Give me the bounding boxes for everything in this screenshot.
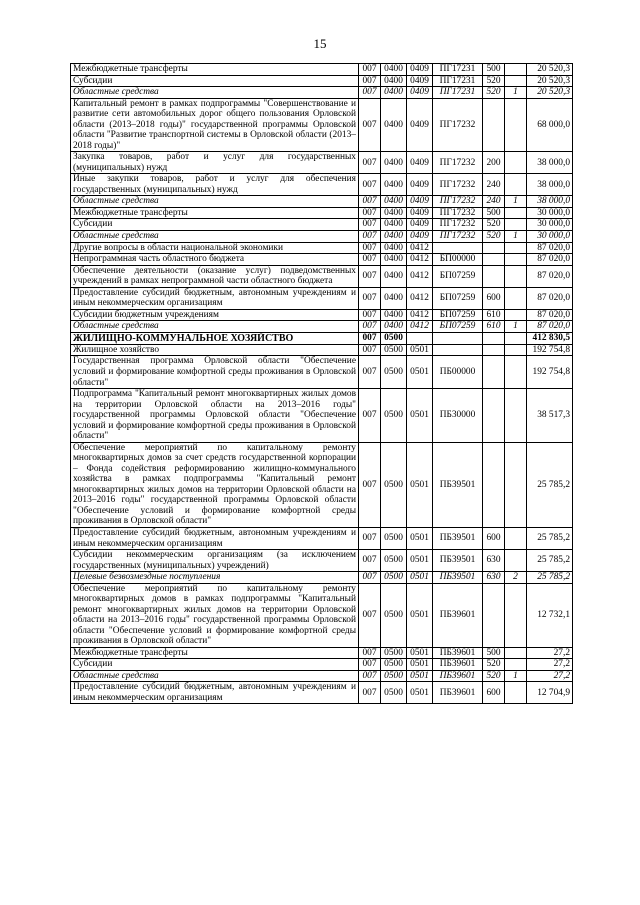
- row-name-cell: Областные средства: [71, 196, 359, 208]
- section-code-cell: 0500: [381, 527, 407, 549]
- subtype-code-cell: [505, 75, 527, 87]
- amount-cell: 38 517,3: [527, 389, 573, 443]
- target-item-code-cell: ПБ39601: [433, 583, 483, 647]
- row-name-cell: Жилищное хозяйство: [71, 344, 359, 356]
- section-code-cell: 0400: [381, 309, 407, 321]
- amount-cell: 412 830,5: [527, 332, 573, 344]
- expense-type-code-cell: 600: [483, 682, 505, 704]
- expense-type-code-cell: 520: [483, 219, 505, 231]
- amount-cell: 27,2: [527, 659, 573, 671]
- target-item-code-cell: [433, 332, 483, 344]
- subsection-code-cell: 0409: [407, 152, 433, 174]
- expense-type-code-cell: [483, 98, 505, 152]
- target-item-code-cell: ПГ17232: [433, 152, 483, 174]
- section-code-cell: 0400: [381, 98, 407, 152]
- section-code-cell: 0400: [381, 64, 407, 76]
- budget-table: [70, 63, 573, 704]
- table-row: [71, 87, 573, 99]
- section-code-cell: 0400: [381, 174, 407, 196]
- expense-type-code-cell: 500: [483, 64, 505, 76]
- table-row: [71, 287, 573, 309]
- expense-type-code-cell: [483, 242, 505, 254]
- section-code-cell: 0500: [381, 356, 407, 389]
- target-item-code-cell: БП07259: [433, 287, 483, 309]
- section-code-cell: 0500: [381, 572, 407, 584]
- row-name-cell: Капитальный ремонт в рамках подпрограммы "Совершенствование и развитие сети автомобильных дорог общего пользования Орловской области (2013–2018 годы)" государственной программы Орловской области "Развитие транспортной системы в Орловской области (2013–2018 годы)": [71, 98, 359, 152]
- target-item-code-cell: БП07259: [433, 321, 483, 333]
- row-name-cell: Субсидии: [71, 219, 359, 231]
- table-row: [71, 670, 573, 682]
- subsection-code-cell: [407, 332, 433, 344]
- subsection-code-cell: 0412: [407, 309, 433, 321]
- grbs-code-cell: 007: [359, 550, 381, 572]
- amount-cell: 30 000,0: [527, 230, 573, 242]
- subtype-code-cell: [505, 265, 527, 287]
- table-row: [71, 682, 573, 704]
- amount-cell: 87 020,0: [527, 242, 573, 254]
- grbs-code-cell: 007: [359, 321, 381, 333]
- grbs-code-cell: 007: [359, 572, 381, 584]
- subtype-code-cell: 1: [505, 196, 527, 208]
- subtype-code-cell: [505, 98, 527, 152]
- row-name-cell: Непрограммная часть областного бюджета: [71, 254, 359, 266]
- amount-cell: 20 520,3: [527, 75, 573, 87]
- target-item-code-cell: ПБ30000: [433, 389, 483, 443]
- row-name-cell: Обеспечение мероприятий по капитальному ремонту многоквартирных домов в рамках подпрограммы "Капитальный ремонт многоквартирных жилых домов на территории Орловской области на 2013–2016 годы" государственной программы Орловской области "Обеспечение условий и формирование комфортной среды проживания в Орловской области": [71, 583, 359, 647]
- grbs-code-cell: 007: [359, 356, 381, 389]
- grbs-code-cell: 007: [359, 64, 381, 76]
- target-item-code-cell: [433, 242, 483, 254]
- row-name-cell: Иные закупки товаров, работ и услуг для обеспечения государственных (муниципальных) нужд: [71, 174, 359, 196]
- row-name-cell: Областные средства: [71, 230, 359, 242]
- target-item-code-cell: ПБ39601: [433, 647, 483, 659]
- row-name-cell: Целевые безвозмездные поступления: [71, 572, 359, 584]
- subtype-code-cell: 1: [505, 230, 527, 242]
- subtype-code-cell: [505, 647, 527, 659]
- amount-cell: 192 754,8: [527, 344, 573, 356]
- amount-cell: 30 000,0: [527, 219, 573, 231]
- target-item-code-cell: БП00000: [433, 254, 483, 266]
- expense-type-code-cell: 520: [483, 75, 505, 87]
- section-code-cell: 0500: [381, 682, 407, 704]
- amount-cell: 12 704,9: [527, 682, 573, 704]
- section-code-cell: 0400: [381, 219, 407, 231]
- subsection-code-cell: 0409: [407, 196, 433, 208]
- subsection-code-cell: 0412: [407, 321, 433, 333]
- table-row: [71, 196, 573, 208]
- target-item-code-cell: БП07259: [433, 309, 483, 321]
- target-item-code-cell: БП07259: [433, 265, 483, 287]
- table-row: [71, 583, 573, 647]
- amount-cell: 25 785,2: [527, 572, 573, 584]
- table-row: [71, 265, 573, 287]
- subsection-code-cell: 0501: [407, 647, 433, 659]
- table-row: [71, 254, 573, 266]
- subsection-code-cell: 0501: [407, 572, 433, 584]
- amount-cell: 68 000,0: [527, 98, 573, 152]
- row-name-cell: Подпрограмма "Капитальный ремонт многоквартирных жилых домов на территории Орловской области на 2013–2016 годы" государственной программы Орловской области "Обеспечение условий и формирование комфортной среды проживания в Орловской области": [71, 389, 359, 443]
- table-row: [71, 527, 573, 549]
- target-item-code-cell: ПБ39601: [433, 670, 483, 682]
- table-row: [71, 647, 573, 659]
- target-item-code-cell: ПГ17232: [433, 196, 483, 208]
- target-item-code-cell: ПБ39601: [433, 659, 483, 671]
- target-item-code-cell: ПБ39501: [433, 550, 483, 572]
- subtype-code-cell: [505, 332, 527, 344]
- grbs-code-cell: 007: [359, 309, 381, 321]
- subtype-code-cell: [505, 356, 527, 389]
- expense-type-code-cell: 630: [483, 550, 505, 572]
- table-row: [71, 572, 573, 584]
- expense-type-code-cell: 500: [483, 207, 505, 219]
- grbs-code-cell: 007: [359, 230, 381, 242]
- grbs-code-cell: 007: [359, 207, 381, 219]
- subsection-code-cell: 0412: [407, 287, 433, 309]
- expense-type-code-cell: 610: [483, 321, 505, 333]
- amount-cell: 30 000,0: [527, 207, 573, 219]
- subsection-code-cell: 0501: [407, 583, 433, 647]
- table-row: [71, 356, 573, 389]
- target-item-code-cell: ПБ39501: [433, 572, 483, 584]
- expense-type-code-cell: 240: [483, 196, 505, 208]
- subsection-code-cell: 0501: [407, 442, 433, 527]
- grbs-code-cell: 007: [359, 287, 381, 309]
- subsection-code-cell: 0409: [407, 87, 433, 99]
- table-row: [71, 309, 573, 321]
- grbs-code-cell: 007: [359, 332, 381, 344]
- row-name-cell: Областные средства: [71, 321, 359, 333]
- table-row: [71, 174, 573, 196]
- expense-type-code-cell: [483, 389, 505, 443]
- table-row: [71, 152, 573, 174]
- subsection-code-cell: 0501: [407, 389, 433, 443]
- row-name-cell: Межбюджетные трансферты: [71, 647, 359, 659]
- row-name-cell: Межбюджетные трансферты: [71, 64, 359, 76]
- subsection-code-cell: 0412: [407, 265, 433, 287]
- expense-type-code-cell: [483, 332, 505, 344]
- subtype-code-cell: 1: [505, 321, 527, 333]
- amount-cell: 192 754,8: [527, 356, 573, 389]
- subsection-code-cell: 0412: [407, 242, 433, 254]
- row-name-cell: Обеспечение мероприятий по капитальному ремонту многоквартирных домов за счет средств государственной корпорации – Фонда содействия реформированию жилищно-коммунального хозяйства в рамках подпрограммы "Капитальный ремонт многоквартирных жилых домов на территории Орловской области на 2013–2016 годы" государственной программы Орловской области "Обеспечение условий и формирование комфортной среды проживания в Орловской области": [71, 442, 359, 527]
- subtype-code-cell: [505, 550, 527, 572]
- subsection-code-cell: 0501: [407, 344, 433, 356]
- target-item-code-cell: ПГ17232: [433, 174, 483, 196]
- expense-type-code-cell: 600: [483, 527, 505, 549]
- subsection-code-cell: 0409: [407, 230, 433, 242]
- expense-type-code-cell: [483, 265, 505, 287]
- section-code-cell: 0500: [381, 670, 407, 682]
- table-row: [71, 219, 573, 231]
- row-name-cell: Субсидии некоммерческим организациям (за исключением государственных (муниципальных) учреждений): [71, 550, 359, 572]
- amount-cell: 87 020,0: [527, 254, 573, 266]
- subtype-code-cell: 1: [505, 87, 527, 99]
- subsection-code-cell: 0501: [407, 659, 433, 671]
- grbs-code-cell: 007: [359, 583, 381, 647]
- amount-cell: 12 732,1: [527, 583, 573, 647]
- grbs-code-cell: 007: [359, 219, 381, 231]
- budget-table-body: [71, 64, 573, 704]
- section-code-cell: 0400: [381, 242, 407, 254]
- target-item-code-cell: ПГ17232: [433, 219, 483, 231]
- target-item-code-cell: [433, 344, 483, 356]
- subtype-code-cell: [505, 659, 527, 671]
- subtype-code-cell: [505, 254, 527, 266]
- table-row: [71, 242, 573, 254]
- target-item-code-cell: ПГ17231: [433, 75, 483, 87]
- subsection-code-cell: 0409: [407, 64, 433, 76]
- expense-type-code-cell: [483, 442, 505, 527]
- section-code-cell: 0500: [381, 583, 407, 647]
- section-code-cell: 0400: [381, 196, 407, 208]
- target-item-code-cell: ПБ00000: [433, 356, 483, 389]
- subtype-code-cell: [505, 344, 527, 356]
- amount-cell: 38 000,0: [527, 174, 573, 196]
- expense-type-code-cell: 240: [483, 174, 505, 196]
- subsection-code-cell: 0412: [407, 254, 433, 266]
- page-number: 15: [313, 36, 327, 51]
- expense-type-code-cell: 520: [483, 87, 505, 99]
- amount-cell: 87 020,0: [527, 287, 573, 309]
- subtype-code-cell: [505, 242, 527, 254]
- table-row: [71, 659, 573, 671]
- grbs-code-cell: 007: [359, 659, 381, 671]
- subtype-code-cell: [505, 287, 527, 309]
- amount-cell: 27,2: [527, 670, 573, 682]
- row-name-cell: Закупка товаров, работ и услуг для государственных (муниципальных) нужд: [71, 152, 359, 174]
- amount-cell: 38 000,0: [527, 152, 573, 174]
- grbs-code-cell: 007: [359, 389, 381, 443]
- amount-cell: 38 000,0: [527, 196, 573, 208]
- expense-type-code-cell: [483, 344, 505, 356]
- row-name-cell: ЖИЛИЩНО-КОММУНАЛЬНОЕ ХОЗЯЙСТВО: [71, 332, 359, 344]
- expense-type-code-cell: 630: [483, 572, 505, 584]
- table-row: [71, 389, 573, 443]
- amount-cell: 20 520,3: [527, 87, 573, 99]
- amount-cell: 87 020,0: [527, 321, 573, 333]
- subtype-code-cell: [505, 442, 527, 527]
- row-name-cell: Субсидии: [71, 75, 359, 87]
- subtype-code-cell: [505, 219, 527, 231]
- section-code-cell: 0500: [381, 332, 407, 344]
- subsection-code-cell: 0501: [407, 527, 433, 549]
- expense-type-code-cell: 500: [483, 647, 505, 659]
- section-code-cell: 0500: [381, 550, 407, 572]
- expense-type-code-cell: 600: [483, 287, 505, 309]
- grbs-code-cell: 007: [359, 98, 381, 152]
- target-item-code-cell: ПГ17232: [433, 98, 483, 152]
- subsection-code-cell: 0501: [407, 356, 433, 389]
- subsection-code-cell: 0409: [407, 75, 433, 87]
- section-code-cell: 0400: [381, 321, 407, 333]
- subsection-code-cell: 0501: [407, 550, 433, 572]
- subtype-code-cell: [505, 309, 527, 321]
- table-row: [71, 98, 573, 152]
- table-row: [71, 230, 573, 242]
- subtype-code-cell: [505, 389, 527, 443]
- section-code-cell: 0400: [381, 87, 407, 99]
- row-name-cell: Областные средства: [71, 87, 359, 99]
- section-code-cell: 0400: [381, 152, 407, 174]
- grbs-code-cell: 007: [359, 265, 381, 287]
- subsection-code-cell: 0409: [407, 174, 433, 196]
- subsection-code-cell: 0409: [407, 219, 433, 231]
- row-name-cell: Субсидии: [71, 659, 359, 671]
- section-code-cell: 0400: [381, 75, 407, 87]
- target-item-code-cell: ПБ39601: [433, 682, 483, 704]
- grbs-code-cell: 007: [359, 647, 381, 659]
- subsection-code-cell: 0409: [407, 207, 433, 219]
- grbs-code-cell: 007: [359, 682, 381, 704]
- expense-type-code-cell: [483, 356, 505, 389]
- subtype-code-cell: 2: [505, 572, 527, 584]
- grbs-code-cell: 007: [359, 174, 381, 196]
- section-code-cell: 0500: [381, 659, 407, 671]
- table-row: [71, 75, 573, 87]
- row-name-cell: Государственная программа Орловской области "Обеспечение условий и формирование комфортной среды проживания в Орловской области": [71, 356, 359, 389]
- amount-cell: 25 785,2: [527, 527, 573, 549]
- subtype-code-cell: [505, 207, 527, 219]
- grbs-code-cell: 007: [359, 442, 381, 527]
- table-row: [71, 344, 573, 356]
- subtype-code-cell: [505, 682, 527, 704]
- expense-type-code-cell: 200: [483, 152, 505, 174]
- subtype-code-cell: [505, 527, 527, 549]
- grbs-code-cell: 007: [359, 242, 381, 254]
- grbs-code-cell: 007: [359, 75, 381, 87]
- target-item-code-cell: ПБ39501: [433, 442, 483, 527]
- row-name-cell: Предоставление субсидий бюджетным, автономным учреждениям и иным некоммерческим организациям: [71, 527, 359, 549]
- grbs-code-cell: 007: [359, 344, 381, 356]
- section-code-cell: 0400: [381, 265, 407, 287]
- amount-cell: 27,2: [527, 647, 573, 659]
- section-code-cell: 0400: [381, 230, 407, 242]
- target-item-code-cell: ПГ17232: [433, 207, 483, 219]
- amount-cell: 87 020,0: [527, 309, 573, 321]
- section-code-cell: 0500: [381, 647, 407, 659]
- expense-type-code-cell: 610: [483, 309, 505, 321]
- row-name-cell: Предоставление субсидий бюджетным, автономным учреждениям и иным некоммерческим организациям: [71, 287, 359, 309]
- subtype-code-cell: 1: [505, 670, 527, 682]
- grbs-code-cell: 007: [359, 196, 381, 208]
- expense-type-code-cell: [483, 583, 505, 647]
- section-code-cell: 0500: [381, 389, 407, 443]
- row-name-cell: Областные средства: [71, 670, 359, 682]
- subsection-code-cell: 0501: [407, 670, 433, 682]
- target-item-code-cell: ПБ39501: [433, 527, 483, 549]
- target-item-code-cell: ПГ17232: [433, 230, 483, 242]
- grbs-code-cell: 007: [359, 254, 381, 266]
- table-row: [71, 550, 573, 572]
- amount-cell: 20 520,3: [527, 64, 573, 76]
- amount-cell: 25 785,2: [527, 442, 573, 527]
- subtype-code-cell: [505, 64, 527, 76]
- row-name-cell: Межбюджетные трансферты: [71, 207, 359, 219]
- target-item-code-cell: ПГ17231: [433, 87, 483, 99]
- subtype-code-cell: [505, 583, 527, 647]
- section-code-cell: 0400: [381, 254, 407, 266]
- grbs-code-cell: 007: [359, 670, 381, 682]
- table-row: [71, 64, 573, 76]
- row-name-cell: Субсидии бюджетным учреждениям: [71, 309, 359, 321]
- expense-type-code-cell: 520: [483, 670, 505, 682]
- grbs-code-cell: 007: [359, 152, 381, 174]
- row-name-cell: Предоставление субсидий бюджетным, автономным учреждениям и иным некоммерческим организациям: [71, 682, 359, 704]
- grbs-code-cell: 007: [359, 527, 381, 549]
- expense-type-code-cell: [483, 254, 505, 266]
- section-code-cell: 0500: [381, 344, 407, 356]
- subtype-code-cell: [505, 152, 527, 174]
- row-name-cell: Обеспечение деятельности (оказание услуг) подведомственных учреждений в рамках непрограммной части областного бюджета: [71, 265, 359, 287]
- subtype-code-cell: [505, 174, 527, 196]
- grbs-code-cell: 007: [359, 87, 381, 99]
- table-row: [71, 332, 573, 344]
- amount-cell: 87 020,0: [527, 265, 573, 287]
- expense-type-code-cell: 520: [483, 230, 505, 242]
- table-row: [71, 321, 573, 333]
- section-code-cell: 0400: [381, 287, 407, 309]
- table-row: [71, 442, 573, 527]
- target-item-code-cell: ПГ17231: [433, 64, 483, 76]
- section-code-cell: 0400: [381, 207, 407, 219]
- amount-cell: 25 785,2: [527, 550, 573, 572]
- section-code-cell: 0500: [381, 442, 407, 527]
- subsection-code-cell: 0409: [407, 98, 433, 152]
- table-row: [71, 207, 573, 219]
- subsection-code-cell: 0501: [407, 682, 433, 704]
- row-name-cell: Другие вопросы в области национальной экономики: [71, 242, 359, 254]
- expense-type-code-cell: 520: [483, 659, 505, 671]
